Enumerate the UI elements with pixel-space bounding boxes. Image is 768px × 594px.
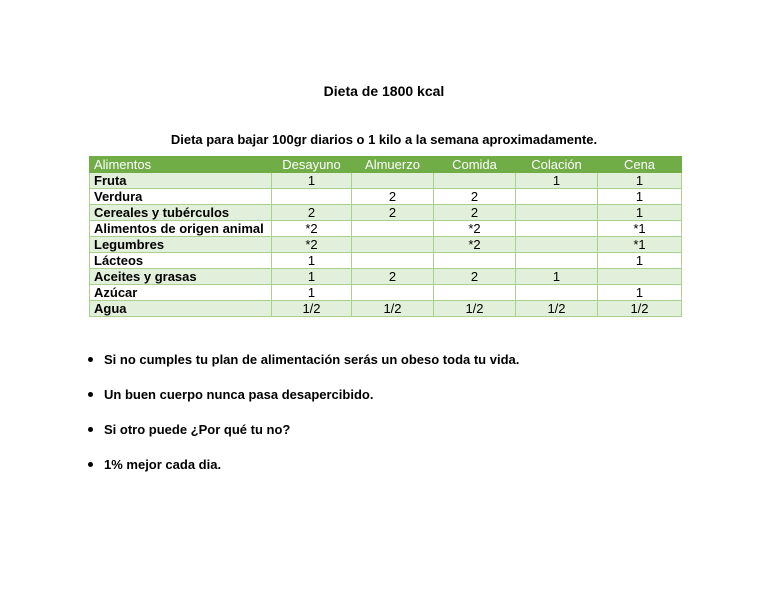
bullet-icon: [88, 427, 93, 432]
table-cell: 1: [272, 253, 352, 269]
table-cell: [516, 205, 598, 221]
table-row: [90, 173, 682, 189]
table-cell: [272, 189, 352, 205]
document-title: Dieta de 1800 kcal: [323, 83, 445, 99]
row-label: Legumbres: [90, 237, 272, 253]
row-label: Aceites y grasas: [90, 269, 272, 285]
row-label: Lácteos: [90, 253, 272, 269]
column-header-alimentos: Alimentos: [90, 157, 272, 173]
table-cell: 1: [598, 285, 682, 301]
table-row: [90, 205, 682, 221]
table-cell: 1/2: [434, 301, 516, 317]
table-cell: [434, 173, 516, 189]
list-item: [84, 451, 519, 486]
column-header-desayuno: Desayuno: [272, 157, 352, 173]
column-header-almuerzo: Almuerzo: [352, 157, 434, 173]
tip-text: Si no cumples tu plan de alimentación serás un obeso toda tu vida.: [104, 352, 520, 367]
table-cell: [516, 285, 598, 301]
table-cell: 2: [434, 189, 516, 205]
diet-table: [89, 156, 682, 317]
table-cell: 1: [272, 269, 352, 285]
table-cell: 1: [272, 173, 352, 189]
table-cell: [352, 221, 434, 237]
table-cell: [434, 253, 516, 269]
table-cell: *2: [272, 221, 352, 237]
table-cell: 1: [598, 205, 682, 221]
table-cell: 1/2: [272, 301, 352, 317]
table-cell: 2: [272, 205, 352, 221]
row-label: Fruta: [90, 173, 272, 189]
table-header-row: [90, 157, 682, 173]
bullet-icon: [88, 392, 93, 397]
table-cell: *2: [272, 237, 352, 253]
list-item: [84, 416, 519, 451]
table-cell: 2: [352, 205, 434, 221]
row-label: Agua: [90, 301, 272, 317]
table-cell: [598, 269, 682, 285]
column-header-comida: Comida: [434, 157, 516, 173]
table-cell: 2: [434, 205, 516, 221]
table-cell: 1: [598, 189, 682, 205]
table-row: [90, 285, 682, 301]
table-cell: 1/2: [598, 301, 682, 317]
row-label: Azúcar: [90, 285, 272, 301]
table-cell: [352, 237, 434, 253]
table-cell: 1: [516, 269, 598, 285]
list-item: [84, 346, 519, 381]
column-header-colacion: Colación: [516, 157, 598, 173]
table-row: [90, 221, 682, 237]
table-cell: 2: [434, 269, 516, 285]
row-label: Verdura: [90, 189, 272, 205]
table-cell: *2: [434, 237, 516, 253]
table-cell: [352, 173, 434, 189]
table-cell: [434, 285, 516, 301]
table-cell: *1: [598, 221, 682, 237]
table-cell: [352, 253, 434, 269]
table-body: [90, 173, 682, 317]
table-cell: 1: [516, 173, 598, 189]
table-cell: [516, 237, 598, 253]
table-cell: 1: [598, 253, 682, 269]
table-cell: *2: [434, 221, 516, 237]
row-label: Cereales y tubérculos: [90, 205, 272, 221]
table-cell: *1: [598, 237, 682, 253]
row-label: Alimentos de origen animal: [90, 221, 272, 237]
table-cell: [516, 221, 598, 237]
table-cell: [352, 285, 434, 301]
document-subtitle: Dieta para bajar 100gr diarios o 1 kilo a la semana aproximadamente.: [170, 132, 598, 147]
table-row: [90, 301, 682, 317]
table-row: [90, 237, 682, 253]
table-cell: [516, 253, 598, 269]
bullet-icon: [88, 462, 93, 467]
table-row: [90, 253, 682, 269]
table-row: [90, 189, 682, 205]
table-cell: 1/2: [352, 301, 434, 317]
table-cell: 2: [352, 189, 434, 205]
table-cell: 1: [598, 173, 682, 189]
tip-text: Si otro puede ¿Por qué tu no?: [104, 422, 291, 437]
tip-text: 1% mejor cada dia.: [104, 457, 222, 472]
list-item: [84, 381, 519, 416]
column-header-cena: Cena: [598, 157, 682, 173]
bullet-icon: [88, 357, 93, 362]
table-cell: 1: [272, 285, 352, 301]
table-cell: 2: [352, 269, 434, 285]
table-row: [90, 269, 682, 285]
tip-text: Un buen cuerpo nunca pasa desapercibido.: [104, 387, 374, 402]
tips-list: [84, 346, 519, 486]
table-cell: [516, 189, 598, 205]
table-cell: 1/2: [516, 301, 598, 317]
